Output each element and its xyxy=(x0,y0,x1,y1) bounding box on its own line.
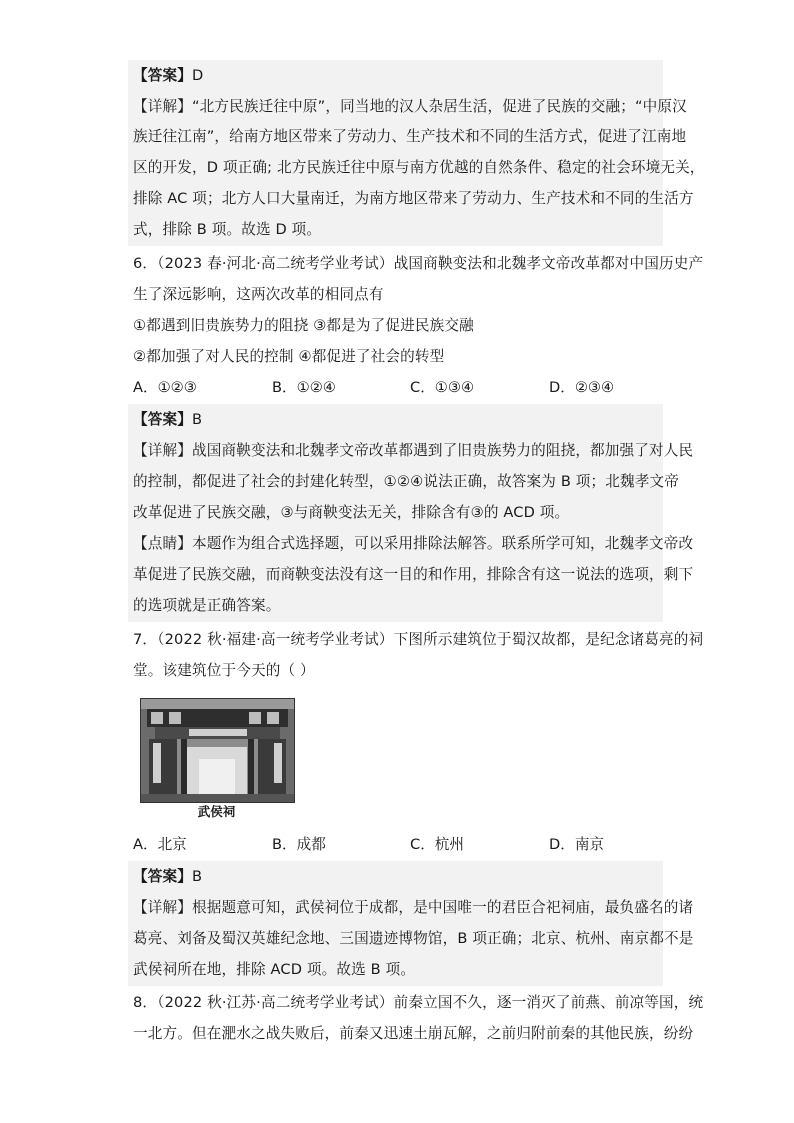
q6-option-c[interactable]: C．①③④ xyxy=(410,379,475,396)
q6-statement-line: ①都遇到旧贵族势力的阻挠 ③都是为了促进民族交融 xyxy=(133,317,474,334)
q5-detail-line: 排除 AC 项；北方人口大量南迁，为南方地区带来了劳动力、生产技术和不同的生活方 xyxy=(133,190,694,207)
answer-value: B xyxy=(191,411,203,428)
q7-detail-line: 葛亮、刘备及蜀汉英雄纪念地、三国遗迹博物馆，B 项正确；北京、杭州、南京都不是 xyxy=(133,930,694,947)
q6-detail-line: 改革促进了民族交融，③与商鞅变法无关，排除含有③的 ACD 项。 xyxy=(133,504,570,521)
q6-stem-line: 6．（2023 春·河北·高二统考学业考试）战国商鞅变法和北魏孝文帝改革都对中国历史产 xyxy=(133,255,704,272)
q7-option-c[interactable]: C．杭州 xyxy=(410,836,464,853)
answer-label: 【答案】 xyxy=(133,67,192,84)
q6-answer-line xyxy=(133,405,663,435)
q7-option-b[interactable]: B．成都 xyxy=(272,836,326,853)
wuhou-shrine-photo xyxy=(140,698,295,803)
q6-note-line: 革促进了民族交融，而商鞅变法没有这一目的和作用，排除含有这一说法的选项，剩下 xyxy=(133,566,694,583)
q7-stem-line: 7．（2022 秋·福建·高一统考学业考试）下图所示建筑位于蜀汉故都，是纪念诸葛亮的祠 xyxy=(133,631,704,648)
q7-answer-line xyxy=(133,862,663,892)
q5-detail-line: 族迁往江南”，给南方地区带来了劳动力、生产技术和不同的生活方式，促进了江南地 xyxy=(133,128,687,145)
q7-stem-line: 堂。该建筑位于今天的（ ） xyxy=(133,662,315,679)
q6-note-line: 的选项就是正确答案。 xyxy=(133,597,281,614)
q6-option-a[interactable]: A．①②③ xyxy=(133,379,197,396)
q6-option-b[interactable]: B．①②④ xyxy=(272,379,336,396)
q7-option-a[interactable]: A．北京 xyxy=(133,836,187,853)
answer-label: 【答案】 xyxy=(133,868,192,885)
q5-detail-line: 区的开发，D 项正确; 北方民族迁往中原与南方优越的自然条件、稳定的社会环境无关， xyxy=(133,159,705,176)
q8-stem-line: 一北方。但在淝水之战失败后，前秦又迅速土崩瓦解，之前归附前秦的其他民族，纷纷 xyxy=(133,1025,694,1042)
q5-detail-line: 式，排除 B 项。故选 D 项。 xyxy=(133,221,322,238)
answer-value: D xyxy=(191,67,204,84)
q7-detail-line: 武侯祠所在地，排除 ACD 项。故选 B 项。 xyxy=(133,961,416,978)
answer-label: 【答案】 xyxy=(133,411,192,428)
q8-stem-line: 8．（2022 秋·江苏·高二统考学业考试）前秦立国不久，逐一消灭了前燕、前凉等国，统 xyxy=(133,994,704,1011)
answer-value: B xyxy=(191,868,203,885)
q7-detail-line: 【详解】根据题意可知，武侯祠位于成都，是中国唯一的君臣合祀祠庙，最负盛名的诸 xyxy=(133,899,694,916)
q5-answer-line xyxy=(133,61,663,91)
q6-statement-line: ②都加强了对人民的控制 ④都促进了社会的转型 xyxy=(133,348,445,365)
q6-options xyxy=(133,373,693,403)
q6-detail-line: 的控制，都促进了社会的封建化转型，①②④说法正确，故答案为 B 项；北魏孝文帝 xyxy=(133,473,679,490)
q7-options xyxy=(133,830,693,860)
image-caption: 武侯祠 xyxy=(197,804,236,819)
q6-option-d[interactable]: D．②③④ xyxy=(549,379,615,396)
q6-note-line: 【点睛】本题作为组合式选择题，可以采用排除法解答。联系所学可知，北魏孝文帝改 xyxy=(133,535,694,552)
q5-detail-line: 【详解】“北方民族迁往中原”，同当地的汉人杂居生活，促进了民族的交融；“中原汉 xyxy=(133,98,687,115)
q7-option-d[interactable]: D．南京 xyxy=(549,836,605,853)
q6-stem-line: 生了深远影响，这两次改革的相同点有 xyxy=(133,286,384,303)
q6-detail-line: 【详解】战国商鞅变法和北魏孝文帝改革都遇到了旧贵族势力的阻挠，都加强了对人民 xyxy=(133,442,694,459)
